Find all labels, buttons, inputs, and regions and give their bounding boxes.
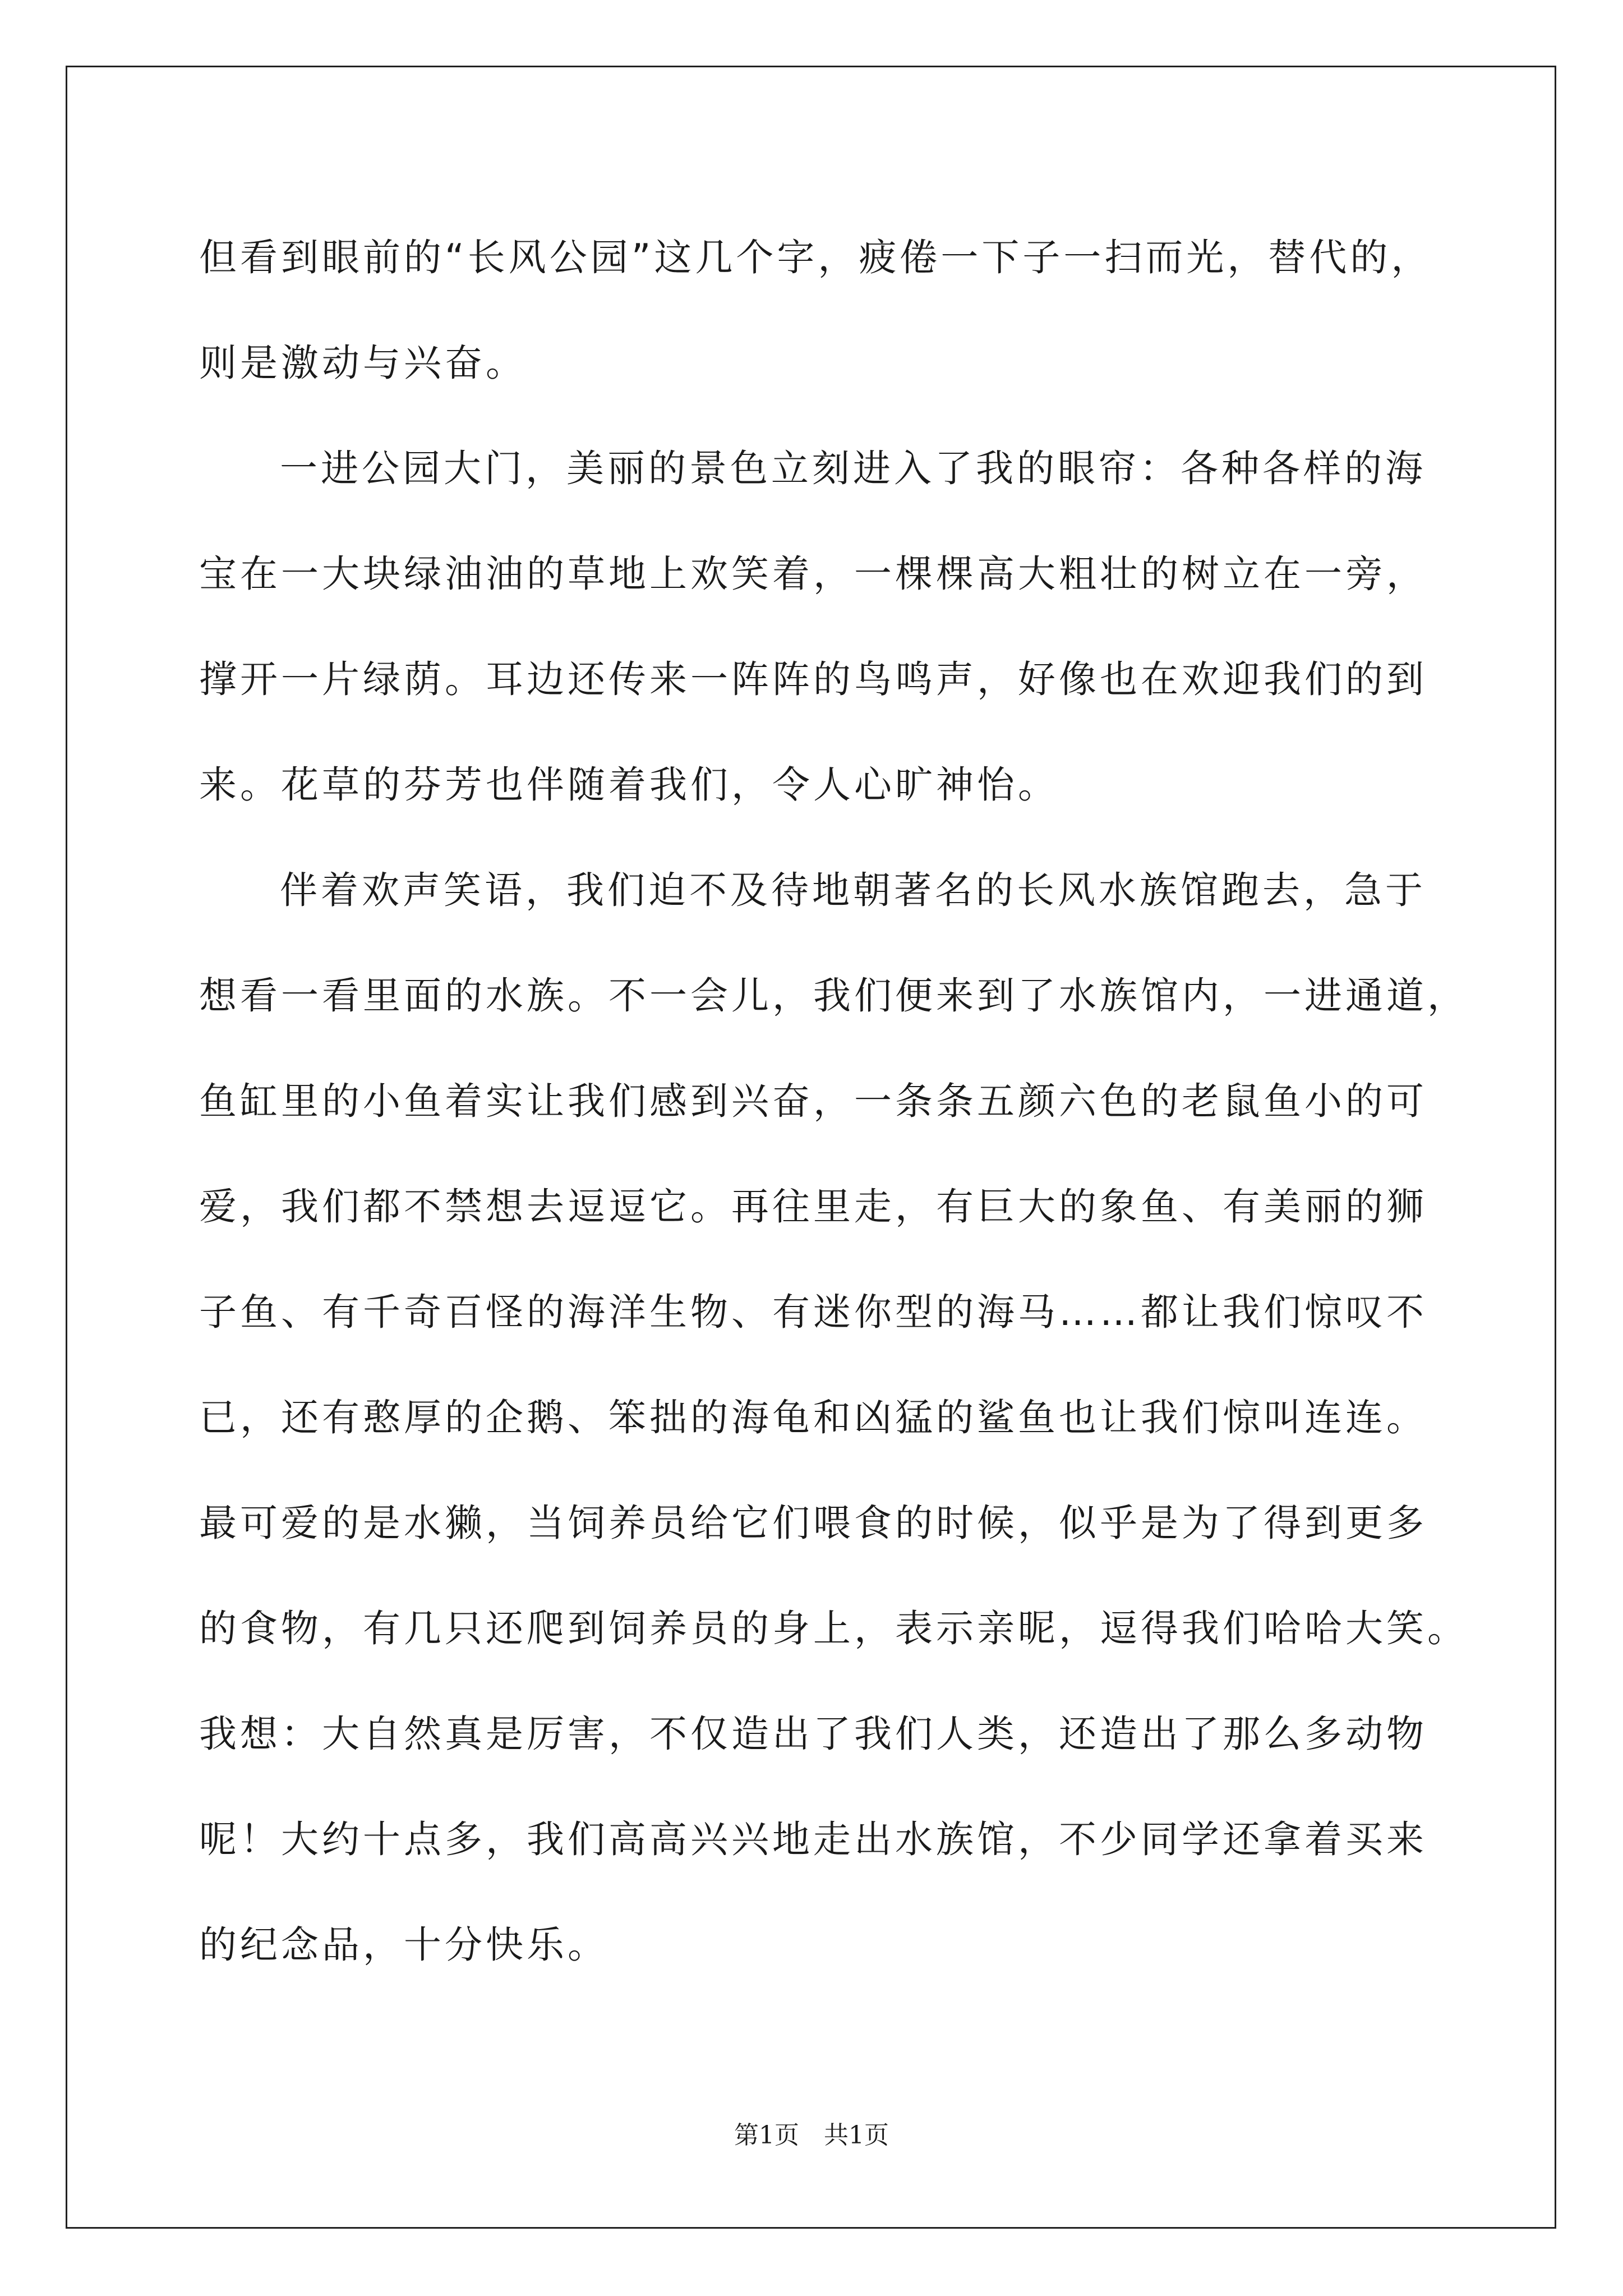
text-line: 子鱼、有千奇百怪的海洋生物、有迷你型的海马……都让我们惊叹不 — [199, 1290, 1427, 1334]
text-line: 一进公园大门，美丽的景色立刻进入了我的眼帘：各种各样的海 — [280, 447, 1426, 490]
page-footer: 第1页 共1页 — [734, 2121, 889, 2150]
text-line: 最可爱的是水獭，当饲养员给它们喂食的时候，似乎是为了得到更多 — [199, 1501, 1427, 1545]
text-line: 呢！大约十点多，我们高高兴兴地走出水族馆，不少同学还拿着买来 — [199, 1818, 1427, 1861]
text-line: 的纪念品，十分快乐。 — [199, 1923, 608, 1967]
text-line: 宝在一大块绿油油的草地上欢笑着，一棵棵高大粗壮的树立在一旁， — [199, 552, 1427, 596]
text-line: 但看到眼前的“长风公园”这几个字，疲倦一下子一扫而光，替代的， — [199, 236, 1432, 279]
document-body — [199, 205, 1468, 1998]
text-line: 伴着欢声笑语，我们迫不及待地朝著名的长风水族馆跑去，急于 — [280, 868, 1426, 912]
text-line: 则是激动与兴奋。 — [199, 341, 527, 385]
text-line: 来。花草的芬芳也伴随着我们，令人心旷神怡。 — [199, 763, 1059, 807]
text-line: 爱，我们都不禁想去逗逗它。再往里走，有巨大的象鱼、有美丽的狮 — [199, 1185, 1427, 1228]
text-line: 鱼缸里的小鱼着实让我们感到兴奋，一条条五颜六色的老鼠鱼小的可 — [199, 1079, 1427, 1123]
text-line: 撑开一片绿荫。耳边还传来一阵阵的鸟鸣声，好像也在欢迎我们的到 — [199, 657, 1427, 701]
text-line: 想看一看里面的水族。不一会儿，我们便来到了水族馆内，一进通道， — [199, 974, 1468, 1018]
text-line: 的食物，有几只还爬到饲养员的身上，表示亲昵，逗得我们哈哈大笑。 — [199, 1607, 1468, 1650]
text-line: 我想：大自然真是厉害，不仅造出了我们人类，还造出了那么多动物 — [199, 1712, 1427, 1756]
text-line: 已，还有憨厚的企鹅、笨拙的海龟和凶猛的鲨鱼也让我们惊叫连连。 — [199, 1396, 1427, 1439]
